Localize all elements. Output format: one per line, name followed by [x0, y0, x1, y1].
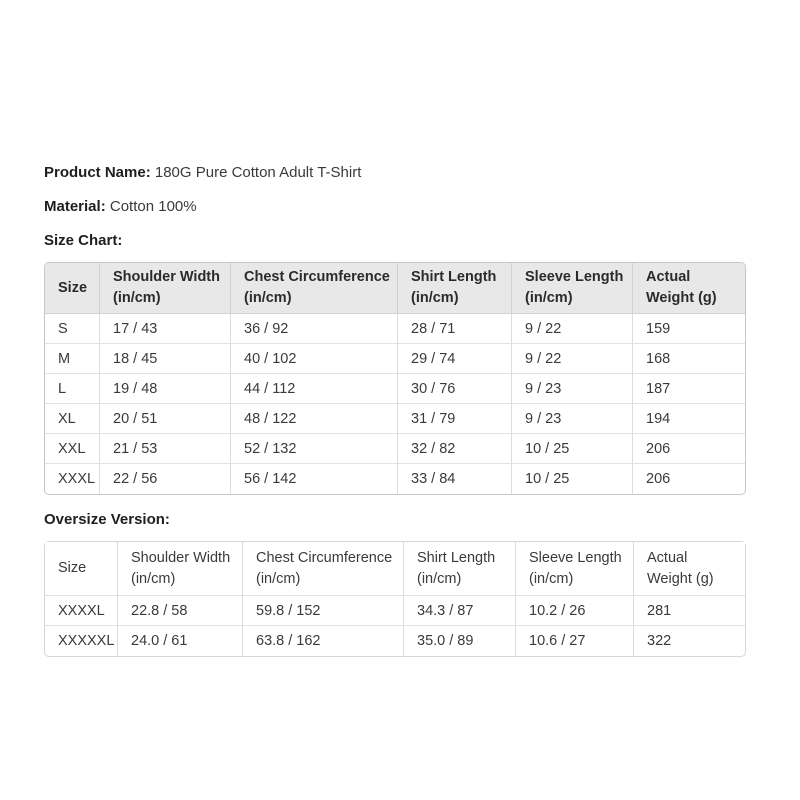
table-row	[45, 374, 745, 404]
header-cell-line1: Shirt Length	[417, 549, 496, 566]
value-cell: 44 / 112	[231, 374, 398, 404]
size-cell: XXL	[45, 434, 100, 464]
header-cell-line1: Sleeve Length	[525, 269, 624, 285]
table-row	[45, 626, 745, 656]
value-cell: 29 / 74	[398, 344, 512, 374]
value-cell: 28 / 71	[398, 314, 512, 344]
size-cell: S	[45, 314, 100, 344]
value-cell: 34.3 / 87	[404, 596, 516, 626]
value-cell: 194	[633, 404, 745, 434]
size-cell: XXXXXL	[45, 626, 118, 656]
value-cell: 56 / 142	[231, 464, 398, 494]
header-cell	[633, 263, 745, 314]
header-cell-line1: Size	[58, 279, 88, 296]
header-cell	[118, 542, 243, 596]
table-row	[45, 314, 745, 344]
value-cell: 9 / 23	[512, 374, 633, 404]
value-cell: 9 / 22	[512, 314, 633, 344]
header-cell	[516, 542, 634, 596]
material-value: Cotton 100%	[109, 198, 197, 215]
header-cell-line1: Chest Circumference	[244, 269, 390, 285]
oversize-table	[44, 541, 746, 657]
value-cell: 206	[646, 471, 671, 487]
oversize-body	[45, 596, 745, 656]
value-cell: 36 / 92	[231, 314, 398, 344]
header-cell-line1: Size	[58, 560, 87, 576]
value-cell: 33 / 84	[398, 464, 512, 494]
value-cell: 10.6 / 27	[516, 626, 634, 656]
header-cell-line2: (in/cm)	[256, 570, 301, 587]
value-cell: 10 / 25	[512, 464, 633, 494]
header-cell-line2: (in/cm)	[411, 290, 459, 306]
header-row	[45, 542, 745, 596]
header-row	[45, 263, 745, 314]
oversize-header	[45, 542, 745, 596]
value-cell: 10.2 / 26	[516, 596, 634, 626]
value-cell: 17 / 43	[100, 314, 231, 344]
value-cell: 22 / 56	[100, 464, 231, 494]
material-label: Material:	[44, 198, 106, 215]
value-cell: 10 / 25	[512, 434, 633, 464]
value-cell: 19 / 48	[100, 374, 231, 404]
header-cell-line1: Shoulder Width	[131, 549, 231, 566]
size-cell: XXXXL	[45, 596, 118, 626]
header-cell-line2: (in/cm)	[529, 570, 574, 587]
header-cell-line2: (in/cm)	[525, 290, 573, 306]
header-cell	[404, 542, 516, 596]
value-cell: 59.8 / 152	[243, 596, 404, 626]
header-cell-line2: Weight (g)	[646, 290, 717, 306]
size-cell: XL	[45, 404, 100, 434]
value-cell: 32 / 82	[398, 434, 512, 464]
oversize-heading: Oversize Version:	[44, 511, 170, 528]
header-cell-line1: Actual	[647, 549, 688, 566]
product-name-label: Product Name:	[44, 164, 151, 181]
value-cell: 22.8 / 58	[118, 596, 243, 626]
value-cell: 24.0 / 61	[118, 626, 243, 656]
header-cell	[100, 263, 231, 314]
value-cell: 18 / 45	[100, 344, 231, 374]
value-cell: 281	[634, 596, 745, 626]
value-cell: 30 / 76	[398, 374, 512, 404]
table-row	[45, 434, 745, 464]
header-cell-line1: Shoulder Width	[113, 269, 220, 285]
table-row	[45, 596, 745, 626]
header-cell	[45, 542, 118, 596]
table-row	[45, 344, 745, 374]
size-chart-header	[45, 263, 745, 314]
value-cell: 35.0 / 89	[404, 626, 516, 656]
value-cell: 168	[633, 344, 745, 374]
value-cell: 187	[633, 374, 745, 404]
size-chart-table	[44, 262, 746, 495]
size-cell: M	[45, 344, 100, 374]
material-line	[44, 197, 756, 217]
header-cell	[512, 263, 633, 314]
value-cell: 9 / 23	[512, 404, 633, 434]
size-cell: L	[45, 374, 100, 404]
header-cell-line1: Sleeve Length	[529, 549, 622, 566]
value-cell: 206	[633, 434, 745, 464]
header-cell	[45, 263, 100, 314]
value-cell: 9 / 22	[512, 344, 633, 374]
header-cell-line1: Actual	[646, 269, 691, 285]
header-cell-line2: Weight (g)	[647, 570, 714, 587]
header-cell-line2: (in/cm)	[131, 570, 176, 587]
value-cell: 31 / 79	[398, 404, 512, 434]
product-name-value: 180G Pure Cotton Adult T-Shirt	[154, 164, 362, 181]
value-cell: 322	[647, 633, 672, 649]
value-cell: 21 / 53	[100, 434, 231, 464]
value-cell: 20 / 51	[100, 404, 231, 434]
value-cell: 40 / 102	[231, 344, 398, 374]
header-cell-line1: Chest Circumference	[256, 549, 393, 566]
header-cell	[398, 263, 512, 314]
header-cell	[231, 263, 398, 314]
value-cell: 48 / 122	[231, 404, 398, 434]
header-cell	[634, 542, 745, 596]
table-row	[45, 464, 745, 494]
value-cell: 52 / 132	[231, 434, 398, 464]
value-cell: 63.8 / 162	[243, 626, 404, 656]
size-chart-body	[45, 314, 745, 494]
header-cell	[243, 542, 404, 596]
value-cell: 159	[633, 314, 745, 344]
size-cell: XXXL	[45, 464, 100, 494]
table-row	[45, 404, 745, 434]
product-name-line	[44, 163, 756, 183]
header-cell-line2: (in/cm)	[113, 290, 161, 306]
header-cell-line2: (in/cm)	[417, 570, 462, 587]
size-chart-heading: Size Chart:	[44, 232, 123, 249]
header-cell-line1: Shirt Length	[411, 269, 497, 285]
header-cell-line2: (in/cm)	[244, 290, 292, 306]
